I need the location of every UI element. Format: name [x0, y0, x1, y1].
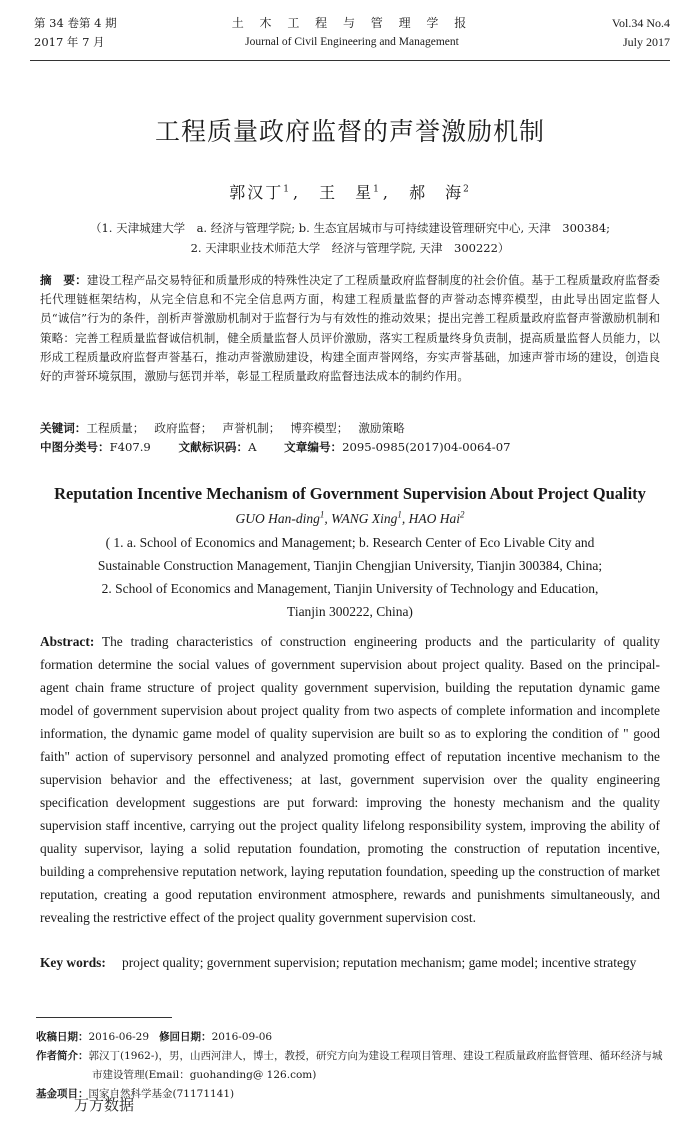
affiliation-en-line: ( 1. a. School of Economics and Management; b. Research Center of Eco Livable City and [105, 535, 595, 550]
keyword-cn: 工程质量； [86, 421, 145, 435]
keywords-en-label: Key words: [40, 955, 106, 970]
affiliation-en-line: 2. School of Economics and Management, Tianjin University of Technology and Education, [101, 581, 599, 596]
header-center [34, 14, 670, 52]
author-cn-1: 郭汉丁$^1$ , [229, 183, 301, 202]
volume-en: Vol.34 No.4 [611, 16, 670, 30]
keyword-cn: 政府监督； [154, 421, 213, 435]
affiliation-cn [20, 218, 680, 258]
authors-en [0, 509, 700, 527]
affiliation-cn-line: （1. 天津城建大学 a. 经济与管理学院; b. 生态宜居城市与可持续建设管理研究中心, 天津 300384; [89, 221, 611, 235]
date-en: July 2017 [622, 35, 670, 49]
abstract-en [40, 630, 660, 929]
abstract-en-label: Abstract: [40, 634, 95, 649]
affiliation-en-line: Tianjin 300222, China) [287, 604, 413, 619]
clc-number: 中图分类号：F407.9 [40, 440, 151, 454]
author-en-2: WANG Xing$^1$, [331, 509, 409, 526]
keywords-cn [40, 419, 660, 438]
title-en: Reputation Incentive Mechanism of Government Supervision About Project Quality [54, 484, 646, 503]
date-cn: 2017 年 7 月 [34, 35, 105, 49]
running-header [34, 14, 670, 58]
keywords-en-text: project quality; government supervision; reputation mechanism; game model; incentive strategy [122, 955, 637, 970]
journal-name-cn: 土 木 工 程 与 管 理 学 报 [231, 16, 473, 30]
footnote-author-bio: 作者简介：郭汉丁(1962-)，男，山西河津人，博士，教授，研究方向为建设工程项目管理、建设工程质量政府监督管理、循环经济与城 市建设管理(Email：guohanding@ 126.com) [36, 1050, 663, 1081]
volume-cn: 第 34 卷第 4 期 [34, 16, 117, 30]
classification-cn [40, 438, 660, 457]
abstract-cn [40, 271, 660, 386]
keyword-cn: 激励策略 [358, 421, 405, 435]
keywords-cn-label: 关键词： [40, 421, 87, 435]
journal-name-en: Journal of Civil Engineering and Management [245, 36, 459, 48]
author-cn-2: 王 星$^1$ , [319, 183, 390, 202]
authors-cn [0, 180, 700, 203]
footnote-divider [36, 1017, 172, 1018]
title-cn: 工程质量政府监督的声誉激励机制 [154, 117, 545, 146]
article-number: 文章编号：2095-0985(2017)04-0064-07 [284, 440, 511, 454]
affiliation-en [50, 531, 650, 623]
affiliation-en-line: Sustainable Construction Management, Tianjin Chengjian University, Tianjin 300384, China; [97, 558, 603, 573]
footnote-dates: 收稿日期：2016-06-29 修回日期：2016-09-06 [36, 1031, 273, 1043]
keyword-cn: 博弈模型； [290, 421, 349, 435]
header-right [612, 14, 670, 52]
keywords-en [40, 951, 660, 974]
header-divider [30, 60, 670, 61]
affiliation-cn-line: 2. 天津职业技术师范大学 经济与管理学院, 天津 300222） [190, 241, 510, 255]
author-cn-3: 郝 海$^2$ [409, 183, 471, 202]
author-en-3: HAO Hai$^2$ [408, 509, 465, 526]
watermark-text: 万方数据 [74, 1096, 135, 1114]
document-code: 文献标识码：A [178, 440, 257, 454]
keyword-cn: 声誉机制； [222, 421, 281, 435]
abstract-cn-text: 建设工程产品交易特征和质量形成的特殊性决定了工程质量政府监督制度的社会价值。基于工程质量政府监督委托代理链框架结构，从完全信息和不完全信息两方面，构建工程质量监督的声誉动态博弈模型，由此导出固定监督人员“诚信”行为的条件，剖析声誉激励机制对于监督行为与有效性的推动效果；提出完善工程质量政府监督声誉激励机制和策略：完善工程质量监督诚信机制，健全质量监督人员评价激励，落实工程质量终身负责制，提高质量监督人员能力，以形成工程质量政府监督声誉基石，推动声誉激励建设，构建全面声誉网络，夯实声誉基础，加速声誉市场的建设，创造良好的声誉环境氛围，激励与惩罚并举，彰显工程质量政府监督违法成本的制约作用。 [40, 273, 660, 384]
abstract-en-text: The trading characteristics of construction engineering products and the particularity of quality formation determine the social values of government supervision about project quality. Based on the principal-agent chain frame structure of project quality government supervision, building the reputation dynamic game model of government supervision about project quality from two aspects of complete information and incomplete information, the dynamic game model of quality supervision are built so as to exploring the condition of " good faith" action of supervisory personnel and analyzed promoting effect of reputation incentive mechanism to the supervision behavior and the effectiveness; at last, government supervision over the quality engineering specification development suggestions are put forward: improving the honesty mechanism and the quality supervision staff incentive, carrying out the project quality lifelong responsibility system, improving the ability of quality supervisor, laying a solid reputation foundation, promoting the construction of reputation incentive, building a comprehensive reputation network, laying reputation foundation, speeding up the construction of market reputation, creating a good reputation environment atmosphere, rewards and punishments simultaneously, and revealing the restrictive effect of the project quality government supervision cost. [40, 634, 660, 925]
author-en-1: GUO Han-ding$^1$, [235, 509, 332, 526]
footnote-funding: 基金项目：国家自然科学基金(71171141) [36, 1088, 235, 1100]
abstract-cn-label: 摘 要： [40, 273, 87, 287]
